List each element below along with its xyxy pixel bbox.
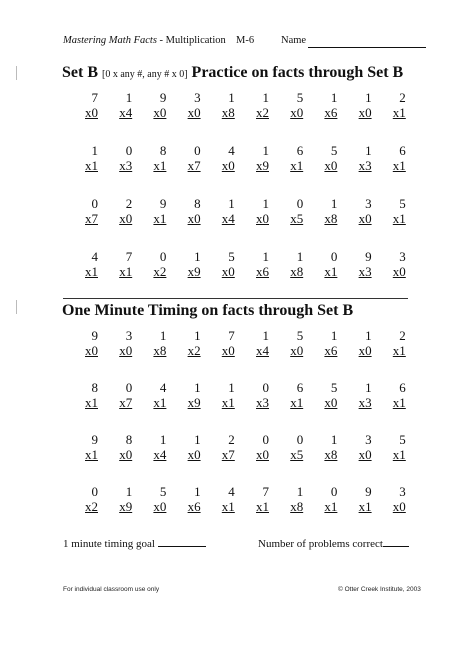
multiplicand: 1 xyxy=(125,484,133,499)
multiplicand: 6 xyxy=(399,380,406,395)
multiplier: x3 xyxy=(119,158,133,173)
multiplier: x8 xyxy=(290,264,304,279)
multiplication-problem xyxy=(175,143,201,173)
multiplicand: 2 xyxy=(228,432,235,447)
multiplier: x7 xyxy=(221,447,235,462)
multiplication-problem xyxy=(243,90,269,120)
problem-row xyxy=(72,484,412,518)
multiplicand: 2 xyxy=(399,90,406,105)
multiplier: x2 xyxy=(256,105,269,120)
multiplicand: 4 xyxy=(159,380,167,395)
worksheet-header xyxy=(63,35,433,51)
multiplicand: 1 xyxy=(365,380,372,395)
multiplier: x1 xyxy=(392,395,406,410)
problem-row xyxy=(72,380,412,414)
multiplicand: 1 xyxy=(330,90,338,105)
multiplication-problem xyxy=(277,328,303,358)
multiplication-problem xyxy=(72,143,98,173)
timing-title: One Minute Timing on facts through Set B xyxy=(62,302,354,319)
multiplicand: 5 xyxy=(296,90,304,105)
multiplicand: 1 xyxy=(194,380,201,395)
multiplier: x1 xyxy=(85,447,98,462)
multiplier: x1 xyxy=(153,395,167,410)
multiplier: x1 xyxy=(392,447,406,462)
multiplicand: 8 xyxy=(125,432,133,447)
multiplier: x0 xyxy=(324,158,338,173)
multiplier: x1 xyxy=(221,499,235,514)
multiplication-problem xyxy=(140,484,166,514)
practice-heading: Practice on facts through Set B xyxy=(191,64,404,81)
multiplicand: 5 xyxy=(399,432,406,447)
multiplication-problem xyxy=(209,196,235,226)
multiplicand: 0 xyxy=(91,484,98,499)
multiplier: x2 xyxy=(187,343,201,358)
multiplication-problem xyxy=(140,196,166,226)
multiplier: x5 xyxy=(290,211,304,226)
multiplicand: 1 xyxy=(365,143,372,158)
multiplication-problem xyxy=(209,380,235,410)
multiplication-problem xyxy=(106,432,132,462)
multiplicand: 1 xyxy=(125,90,133,105)
multiplicand: 5 xyxy=(228,249,235,264)
multiplication-problem xyxy=(209,432,235,462)
multiplicand: 7 xyxy=(91,90,98,105)
multiplier: x0 xyxy=(187,105,201,120)
multiplicand: 4 xyxy=(228,143,235,158)
multiplier: x8 xyxy=(324,211,338,226)
multiplier: x0 xyxy=(221,264,235,279)
multiplier: x1 xyxy=(358,499,372,514)
multiplier: x0 xyxy=(221,158,235,173)
multiplier: x5 xyxy=(290,447,304,462)
worksheet-title xyxy=(63,35,226,46)
multiplicand: 0 xyxy=(194,143,201,158)
multiplicand: 5 xyxy=(159,484,167,499)
multiplication-problem xyxy=(346,328,372,358)
multiplier: x0 xyxy=(256,211,269,226)
multiplicand: 2 xyxy=(125,196,133,211)
multiplication-problem xyxy=(346,196,372,226)
multiplier: x8 xyxy=(324,447,338,462)
multiplier: x1 xyxy=(119,264,133,279)
multiplication-problem xyxy=(311,90,337,120)
multiplicand: 1 xyxy=(296,249,304,264)
multiplier: x0 xyxy=(358,105,372,120)
multiplicand: 3 xyxy=(365,432,372,447)
multiplication-problem xyxy=(380,90,406,120)
multiplier: x1 xyxy=(290,395,304,410)
multiplier: x9 xyxy=(256,158,269,173)
multiplicand: 8 xyxy=(194,196,201,211)
multiplicand: 1 xyxy=(228,90,235,105)
multiplication-problem xyxy=(140,328,166,358)
multiplicand: 5 xyxy=(330,143,338,158)
multiplication-problem xyxy=(106,249,132,279)
multiplication-problem xyxy=(380,484,406,514)
multiplication-problem xyxy=(106,380,132,410)
multiplier: x4 xyxy=(221,211,235,226)
multiplier: x0 xyxy=(119,343,133,358)
multiplicand: 1 xyxy=(159,432,167,447)
multiplier: x0 xyxy=(187,447,201,462)
multiplication-problem xyxy=(106,90,132,120)
multiplication-problem xyxy=(72,196,98,226)
multiplication-problem xyxy=(209,328,235,358)
multiplication-problem xyxy=(72,484,98,514)
multiplication-problem xyxy=(243,432,269,462)
margin-mark xyxy=(16,300,17,314)
multiplicand: 1 xyxy=(91,143,98,158)
multiplier: x7 xyxy=(187,158,201,173)
multiplication-problem xyxy=(140,143,166,173)
multiplication-problem xyxy=(175,249,201,279)
multiplicand: 0 xyxy=(125,380,133,395)
multiplicand: 1 xyxy=(194,249,201,264)
multiplication-problem xyxy=(311,484,337,514)
multiplier: x1 xyxy=(392,105,406,120)
multiplication-problem xyxy=(311,380,337,410)
margin-mark xyxy=(16,66,17,80)
multiplicand: 1 xyxy=(365,90,372,105)
multiplication-problem xyxy=(311,432,337,462)
multiplication-problem xyxy=(243,196,269,226)
multiplicand: 1 xyxy=(194,432,201,447)
multiplier: x0 xyxy=(324,395,338,410)
multiplier: x6 xyxy=(187,499,201,514)
multiplier: x4 xyxy=(256,343,269,358)
multiplier: x9 xyxy=(119,499,133,514)
multiplier: x0 xyxy=(392,264,406,279)
practice-title xyxy=(62,64,403,82)
multiplicand: 0 xyxy=(125,143,133,158)
multiplication-problem xyxy=(346,380,372,410)
multiplication-problem xyxy=(72,432,98,462)
problem-row xyxy=(72,432,412,466)
multiplication-problem xyxy=(209,484,235,514)
problem-row xyxy=(72,196,412,230)
multiplicand: 1 xyxy=(262,143,269,158)
multiplicand: 1 xyxy=(262,249,269,264)
multiplication-problem xyxy=(380,432,406,462)
multiplication-problem xyxy=(311,328,337,358)
multiplicand: 9 xyxy=(159,196,167,211)
multiplicand: 3 xyxy=(399,484,406,499)
multiplicand: 6 xyxy=(399,143,406,158)
problems-correct-field[interactable] xyxy=(383,546,409,547)
multiplicand: 1 xyxy=(330,196,338,211)
multiplication-problem xyxy=(72,380,98,410)
multiplicand: 9 xyxy=(159,90,167,105)
multiplicand: 1 xyxy=(194,484,201,499)
multiplier: x1 xyxy=(256,499,269,514)
multiplication-problem xyxy=(380,143,406,173)
multiplication-problem xyxy=(175,90,201,120)
multiplicand: 0 xyxy=(296,196,304,211)
multiplicand: 7 xyxy=(228,328,235,343)
multiplicand: 0 xyxy=(262,380,269,395)
multiplicand: 0 xyxy=(296,432,304,447)
multiplication-problem xyxy=(72,249,98,279)
multiplier: x3 xyxy=(256,395,269,410)
multiplicand: 9 xyxy=(91,328,98,343)
problem-row xyxy=(72,328,412,362)
multiplication-problem xyxy=(140,90,166,120)
multiplication-problem xyxy=(243,328,269,358)
multiplier: x7 xyxy=(85,211,98,226)
multiplicand: 7 xyxy=(125,249,133,264)
multiplier: x0 xyxy=(290,105,304,120)
multiplier: x0 xyxy=(153,499,167,514)
multiplier: x1 xyxy=(392,158,406,173)
multiplier: x1 xyxy=(221,395,235,410)
multiplicand: 5 xyxy=(330,380,338,395)
multiplication-problem xyxy=(72,328,98,358)
multiplier: x4 xyxy=(153,447,167,462)
multiplication-problem xyxy=(277,380,303,410)
multiplicand: 0 xyxy=(159,249,167,264)
multiplier: x0 xyxy=(290,343,304,358)
multiplier: x0 xyxy=(153,105,167,120)
multiplier: x3 xyxy=(358,158,372,173)
multiplication-problem xyxy=(243,380,269,410)
multiplicand: 1 xyxy=(330,432,338,447)
multiplication-problem xyxy=(175,484,201,514)
multiplication-problem xyxy=(346,90,372,120)
multiplicand: 5 xyxy=(399,196,406,211)
multiplier: x1 xyxy=(392,343,406,358)
multiplication-problem xyxy=(243,249,269,279)
multiplier: x1 xyxy=(324,499,338,514)
multiplication-problem xyxy=(175,432,201,462)
multiplication-problem xyxy=(346,249,372,279)
multiplicand: 1 xyxy=(159,328,167,343)
multiplicand: 9 xyxy=(365,484,372,499)
multiplier: x6 xyxy=(324,105,338,120)
set-description: [0 x any #, any # x 0] xyxy=(102,69,188,80)
multiplication-problem xyxy=(209,143,235,173)
multiplier: x0 xyxy=(119,447,133,462)
multiplier: x6 xyxy=(324,343,338,358)
multiplicand: 8 xyxy=(91,380,98,395)
multiplicand: 4 xyxy=(228,484,235,499)
multiplicand: 1 xyxy=(262,196,269,211)
multiplier: x0 xyxy=(85,105,98,120)
multiplication-problem xyxy=(140,432,166,462)
multiplicand: 8 xyxy=(159,143,167,158)
multiplier: x0 xyxy=(392,499,406,514)
name-label: Name xyxy=(281,35,307,46)
multiplicand: 9 xyxy=(91,432,98,447)
multiplicand: 1 xyxy=(194,328,201,343)
multiplier: x1 xyxy=(324,264,338,279)
problems-correct xyxy=(258,538,409,550)
multiplication-problem xyxy=(209,249,235,279)
multiplicand: 6 xyxy=(296,380,304,395)
multiplication-problem xyxy=(311,249,337,279)
multiplication-problem xyxy=(175,196,201,226)
multiplication-problem xyxy=(346,484,372,514)
multiplier: x1 xyxy=(392,211,406,226)
multiplier: x1 xyxy=(85,158,98,173)
timing-goal-label: 1 minute timing goal xyxy=(63,538,155,550)
multiplicand: 1 xyxy=(330,328,338,343)
multiplicand: 6 xyxy=(296,143,304,158)
multiplicand: 1 xyxy=(228,196,235,211)
multiplication-problem xyxy=(277,196,303,226)
multiplication-problem xyxy=(380,380,406,410)
multiplicand: 1 xyxy=(262,328,269,343)
multiplicand: 2 xyxy=(399,328,406,343)
multiplier: x0 xyxy=(221,343,235,358)
multiplication-problem xyxy=(277,143,303,173)
multiplier: x1 xyxy=(153,211,167,226)
multiplicand: 3 xyxy=(194,90,201,105)
multiplicand: 1 xyxy=(262,90,269,105)
multiplicand: 0 xyxy=(330,249,338,264)
multiplier: x4 xyxy=(119,105,133,120)
multiplication-problem xyxy=(277,484,303,514)
multiplication-problem xyxy=(346,432,372,462)
worksheet-code: M-6 xyxy=(236,35,255,46)
use-note: For individual classroom use only xyxy=(63,586,160,593)
problem-row xyxy=(72,143,412,177)
multiplicand: 3 xyxy=(365,196,372,211)
multiplication-problem xyxy=(380,328,406,358)
multiplier: x0 xyxy=(187,211,201,226)
multiplier: x1 xyxy=(85,395,98,410)
copyright: © Otter Creek Institute, 2003 xyxy=(338,586,421,593)
multiplication-problem xyxy=(140,380,166,410)
multiplication-problem xyxy=(243,484,269,514)
multiplier: x2 xyxy=(85,499,98,514)
multiplicand: 0 xyxy=(330,484,338,499)
multiplicand: 0 xyxy=(91,196,98,211)
problem-row xyxy=(72,90,412,124)
multiplication-problem xyxy=(175,380,201,410)
multiplier: x9 xyxy=(187,264,201,279)
multiplicand: 4 xyxy=(91,249,98,264)
set-label: Set B xyxy=(62,64,98,81)
multiplier: x2 xyxy=(153,264,167,279)
multiplier: x6 xyxy=(256,264,269,279)
multiplicand: 3 xyxy=(399,249,406,264)
multiplicand: 1 xyxy=(228,380,235,395)
multiplier: x3 xyxy=(358,395,372,410)
multiplier: x7 xyxy=(119,395,133,410)
multiplication-problem xyxy=(140,249,166,279)
multiplier: x8 xyxy=(221,105,235,120)
multiplication-problem xyxy=(175,328,201,358)
multiplication-problem xyxy=(106,484,132,514)
multiplication-problem xyxy=(277,249,303,279)
multiplicand: 9 xyxy=(365,249,372,264)
timing-goal-field[interactable] xyxy=(158,546,206,547)
multiplication-problem xyxy=(106,143,132,173)
multiplication-problem xyxy=(72,90,98,120)
multiplier: x1 xyxy=(153,158,167,173)
multiplier: x0 xyxy=(119,211,133,226)
multiplication-problem xyxy=(380,249,406,279)
section-divider xyxy=(63,298,408,299)
multiplication-problem xyxy=(277,432,303,462)
multiplier: x8 xyxy=(290,499,304,514)
multiplier: x1 xyxy=(85,264,98,279)
multiplier: x3 xyxy=(358,264,372,279)
multiplier: x9 xyxy=(187,395,201,410)
multiplier: x0 xyxy=(358,343,372,358)
multiplication-problem xyxy=(311,143,337,173)
multiplication-problem xyxy=(106,196,132,226)
problems-correct-label: Number of problems correct xyxy=(258,538,383,550)
multiplicand: 1 xyxy=(296,484,304,499)
multiplier: x0 xyxy=(358,211,372,226)
timing-goal xyxy=(63,538,206,550)
multiplicand: 1 xyxy=(365,328,372,343)
multiplicand: 7 xyxy=(262,484,269,499)
name-field[interactable] xyxy=(308,47,426,48)
multiplication-problem xyxy=(380,196,406,226)
multiplication-problem xyxy=(346,143,372,173)
multiplicand: 0 xyxy=(262,432,269,447)
multiplication-problem xyxy=(243,143,269,173)
multiplication-problem xyxy=(106,328,132,358)
multiplication-problem xyxy=(311,196,337,226)
multiplier: x0 xyxy=(358,447,372,462)
program-name: Mastering Math Facts xyxy=(63,35,157,46)
multiplicand: 3 xyxy=(125,328,133,343)
problem-row xyxy=(72,249,412,283)
multiplier: x0 xyxy=(85,343,98,358)
multiplier: x8 xyxy=(153,343,167,358)
multiplication-problem xyxy=(277,90,303,120)
subject: - Multiplication xyxy=(156,35,226,46)
multiplicand: 5 xyxy=(296,328,304,343)
multiplication-problem xyxy=(209,90,235,120)
multiplier: x1 xyxy=(290,158,304,173)
multiplier: x0 xyxy=(256,447,269,462)
